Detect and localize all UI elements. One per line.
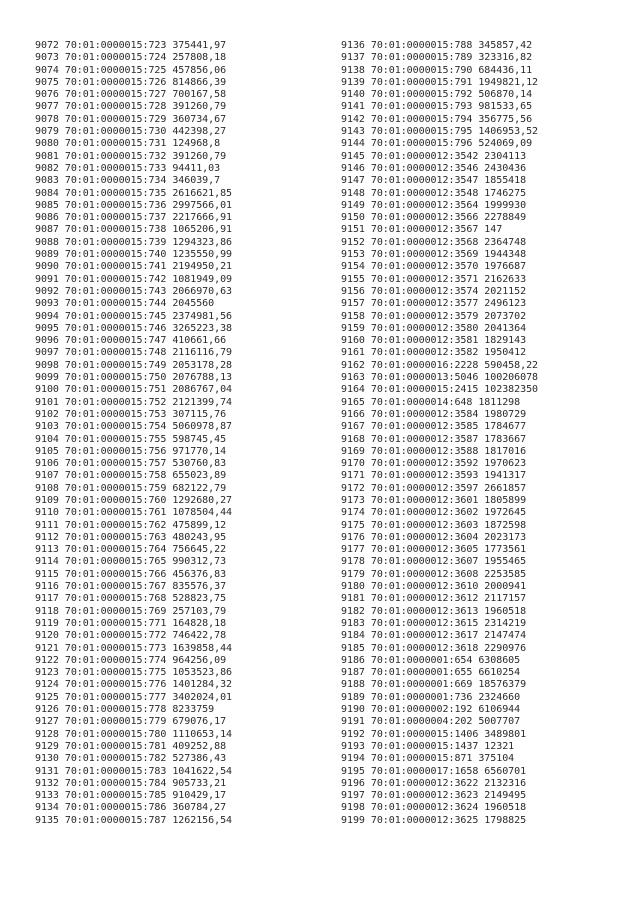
list-item: 9112 70:01:0000015:763 480243,95 xyxy=(35,531,227,543)
list-item: 9134 70:01:0000015:786 360784,27 xyxy=(35,802,227,814)
list-item: 9199 70:01:0000012:3625 1798825 xyxy=(341,814,527,826)
list-item: 9072 70:01:0000015:723 375441,97 xyxy=(35,40,227,51)
list-item: 9120 70:01:0000015:772 746422,78 xyxy=(35,630,227,642)
list-item: 9151 70:01:0000012:3567 147 xyxy=(341,224,503,236)
list-item: 9157 70:01:0000012:3577 2496123 xyxy=(341,298,527,310)
list-item: 9133 70:01:0000015:785 910429,17 xyxy=(35,790,227,802)
list-item: 9106 70:01:0000015:757 530760,83 xyxy=(35,458,227,470)
list-item: 9185 70:01:0000012:3618 2290976 xyxy=(341,642,527,654)
list-item: 9140 70:01:0000015:792 506870,14 xyxy=(341,89,533,101)
list-item: 9119 70:01:0000015:771 164828,18 xyxy=(35,617,227,629)
list-item: 9173 70:01:0000012:3601 1805899 xyxy=(341,494,527,506)
list-item: 9080 70:01:0000015:731 124968,8 xyxy=(35,138,221,150)
left-column xyxy=(35,40,232,827)
list-item: 9100 70:01:0000015:751 2086767,04 xyxy=(35,384,233,396)
list-item: 9171 70:01:0000012:3593 1941317 xyxy=(341,470,527,482)
list-item: 9129 70:01:0000015:781 409252,88 xyxy=(35,740,227,752)
list-item: 9103 70:01:0000015:754 5060978,87 xyxy=(35,421,233,433)
list-item: 9177 70:01:0000012:3605 1773561 xyxy=(341,544,527,556)
list-item: 9188 70:01:0000001:669 18576379 xyxy=(341,679,527,691)
list-item: 9156 70:01:0000012:3574 2021152 xyxy=(341,285,527,297)
list-item: 9102 70:01:0000015:753 307115,76 xyxy=(35,408,227,420)
list-item: 9135 70:01:0000015:787 1262156,54 xyxy=(35,814,233,826)
list-item: 9187 70:01:0000001:655 6610254 xyxy=(341,667,521,679)
list-item: 9096 70:01:0000015:747 410661,66 xyxy=(35,335,227,347)
list-item: 9088 70:01:0000015:739 1294323,86 xyxy=(35,236,233,248)
list-item: 9077 70:01:0000015:728 391260,79 xyxy=(35,101,227,113)
list-item: 9082 70:01:0000015:733 94411,03 xyxy=(35,162,221,174)
list-item: 9094 70:01:0000015:745 2374981,56 xyxy=(35,310,233,322)
list-item: 9083 70:01:0000015:734 346039,7 xyxy=(35,175,221,187)
list-item: 9109 70:01:0000015:760 1292680,27 xyxy=(35,494,233,506)
list-item: 9107 70:01:0000015:758 655023,89 xyxy=(35,470,227,482)
list-item: 9108 70:01:0000015:759 682122,79 xyxy=(35,482,227,494)
list-item: 9148 70:01:0000012:3548 1746275 xyxy=(341,187,527,199)
list-item: 9121 70:01:0000015:773 1639858,44 xyxy=(35,642,233,654)
list-item: 9104 70:01:0000015:755 598745,45 xyxy=(35,433,227,445)
list-item: 9116 70:01:0000015:767 835576,37 xyxy=(35,581,227,593)
list-item: 9097 70:01:0000015:748 2116116,79 xyxy=(35,347,233,359)
list-item: 9114 70:01:0000015:765 990312,73 xyxy=(35,556,227,568)
list-item: 9099 70:01:0000015:750 2076788,13 xyxy=(35,372,233,384)
list-item: 9186 70:01:0000001:654 6308605 xyxy=(341,654,521,666)
list-item: 9141 70:01:0000015:793 981533,65 xyxy=(341,101,533,113)
list-item: 9136 70:01:0000015:788 345857,42 xyxy=(341,40,533,51)
list-item: 9183 70:01:0000012:3615 2314219 xyxy=(341,617,527,629)
list-item: 9111 70:01:0000015:762 475899,12 xyxy=(35,519,227,531)
list-item: 9145 70:01:0000012:3542 2304113 xyxy=(341,150,527,162)
list-item: 9073 70:01:0000015:724 257808,18 xyxy=(35,52,227,64)
list-item: 9081 70:01:0000015:732 391260,79 xyxy=(35,150,227,162)
list-item: 9128 70:01:0000015:780 1110653,14 xyxy=(35,728,233,740)
list-item: 9147 70:01:0000012:3547 1855418 xyxy=(341,175,527,187)
list-item: 9098 70:01:0000015:749 2053178,28 xyxy=(35,359,233,371)
list-item: 9175 70:01:0000012:3603 1872598 xyxy=(341,519,527,531)
list-item: 9169 70:01:0000012:3588 1817016 xyxy=(341,445,527,457)
list-item: 9184 70:01:0000012:3617 2147474 xyxy=(341,630,527,642)
list-item: 9198 70:01:0000012:3624 1960518 xyxy=(341,802,527,814)
list-item: 9191 70:01:0000004:202 5007707 xyxy=(341,716,521,728)
list-item: 9123 70:01:0000015:775 1053523,86 xyxy=(35,667,233,679)
list-item: 9075 70:01:0000015:726 814866,39 xyxy=(35,76,227,88)
list-item: 9085 70:01:0000015:736 2997566,01 xyxy=(35,199,233,211)
list-item: 9125 70:01:0000015:777 3402024,01 xyxy=(35,691,233,703)
list-item: 9152 70:01:0000012:3568 2364748 xyxy=(341,236,527,248)
list-item: 9192 70:01:0000015:1406 3489801 xyxy=(341,728,527,740)
list-item: 9179 70:01:0000012:3608 2253585 xyxy=(341,568,527,580)
list-item: 9117 70:01:0000015:768 528823,75 xyxy=(35,593,227,605)
list-item: 9078 70:01:0000015:729 360734,67 xyxy=(35,113,227,125)
list-item: 9118 70:01:0000015:769 257103,79 xyxy=(35,605,227,617)
list-item: 9172 70:01:0000012:3597 2661857 xyxy=(341,482,527,494)
list-item: 9093 70:01:0000015:744 2045560 xyxy=(35,298,215,310)
list-item: 9161 70:01:0000012:3582 1950412 xyxy=(341,347,527,359)
list-item: 9142 70:01:0000015:794 356775,56 xyxy=(341,113,533,125)
list-item: 9178 70:01:0000012:3607 1955465 xyxy=(341,556,527,568)
list-item: 9167 70:01:0000012:3585 1784677 xyxy=(341,421,527,433)
list-item: 9095 70:01:0000015:746 3265223,38 xyxy=(35,322,233,334)
list-item: 9124 70:01:0000015:776 1401284,32 xyxy=(35,679,233,691)
list-item: 9090 70:01:0000015:741 2194950,21 xyxy=(35,261,233,273)
list-item: 9086 70:01:0000015:737 2217666,91 xyxy=(35,212,233,224)
list-item: 9076 70:01:0000015:727 700167,58 xyxy=(35,89,227,101)
list-item: 9137 70:01:0000015:789 323316,82 xyxy=(341,52,533,64)
list-item: 9193 70:01:0000015:1437 12321 xyxy=(341,740,515,752)
list-item: 9163 70:01:0000013:5046 100206078 xyxy=(341,372,539,384)
list-item: 9197 70:01:0000012:3623 2149495 xyxy=(341,790,527,802)
right-column xyxy=(341,40,538,827)
list-item: 9101 70:01:0000015:752 2121399,74 xyxy=(35,396,233,408)
list-item: 9139 70:01:0000015:791 1949821,12 xyxy=(341,76,539,88)
list-item: 9143 70:01:0000015:795 1406953,52 xyxy=(341,126,539,138)
list-item: 9155 70:01:0000012:3571 2162633 xyxy=(341,273,527,285)
list-item: 9105 70:01:0000015:756 971770,14 xyxy=(35,445,227,457)
list-item: 9091 70:01:0000015:742 1081949,09 xyxy=(35,273,233,285)
list-item: 9160 70:01:0000012:3581 1829143 xyxy=(341,335,527,347)
list-item: 9176 70:01:0000012:3604 2023173 xyxy=(341,531,527,543)
list-item: 9122 70:01:0000015:774 964256,09 xyxy=(35,654,227,666)
list-item: 9158 70:01:0000012:3579 2073702 xyxy=(341,310,527,322)
list-item: 9182 70:01:0000012:3613 1960518 xyxy=(341,605,527,617)
list-item: 9146 70:01:0000012:3546 2430436 xyxy=(341,162,527,174)
list-item: 9149 70:01:0000012:3564 1999930 xyxy=(341,199,527,211)
list-item: 9130 70:01:0000015:782 527386,43 xyxy=(35,753,227,765)
list-item: 9162 70:01:0000016:2228 590458,22 xyxy=(341,359,539,371)
list-item: 9194 70:01:0000015:871 375104 xyxy=(341,753,515,765)
list-item: 9181 70:01:0000012:3612 2117157 xyxy=(341,593,527,605)
list-item: 9084 70:01:0000015:735 2616621,85 xyxy=(35,187,233,199)
list-item: 9113 70:01:0000015:764 756645,22 xyxy=(35,544,227,556)
list-item: 9126 70:01:0000015:778 8233759 xyxy=(35,704,215,716)
list-item: 9138 70:01:0000015:790 684436,11 xyxy=(341,64,533,76)
list-item: 9174 70:01:0000012:3602 1972645 xyxy=(341,507,527,519)
list-item: 9166 70:01:0000012:3584 1980729 xyxy=(341,408,527,420)
list-item: 9144 70:01:0000015:796 524069,09 xyxy=(341,138,533,150)
list-item: 9150 70:01:0000012:3566 2278849 xyxy=(341,212,527,224)
list-item: 9164 70:01:0000015:2415 102382350 xyxy=(341,384,539,396)
list-item: 9154 70:01:0000012:3570 1976687 xyxy=(341,261,527,273)
list-item: 9079 70:01:0000015:730 442398,27 xyxy=(35,126,227,138)
list-item: 9195 70:01:0000017:1658 6560701 xyxy=(341,765,527,777)
list-item: 9189 70:01:0000001:736 2324660 xyxy=(341,691,521,703)
list-item: 9092 70:01:0000015:743 2066970,63 xyxy=(35,285,233,297)
list-item: 9115 70:01:0000015:766 456376,83 xyxy=(35,568,227,580)
list-item: 9132 70:01:0000015:784 905733,21 xyxy=(35,777,227,789)
list-item: 9131 70:01:0000015:783 1041622,54 xyxy=(35,765,233,777)
list-item: 9153 70:01:0000012:3569 1944348 xyxy=(341,249,527,261)
list-item: 9089 70:01:0000015:740 1235550,99 xyxy=(35,249,233,261)
list-item: 9159 70:01:0000012:3580 2041364 xyxy=(341,322,527,334)
list-item: 9196 70:01:0000012:3622 2132316 xyxy=(341,777,527,789)
list-item: 9170 70:01:0000012:3592 1970623 xyxy=(341,458,527,470)
list-item: 9127 70:01:0000015:779 679076,17 xyxy=(35,716,227,728)
list-item: 9110 70:01:0000015:761 1078504,44 xyxy=(35,507,233,519)
list-item: 9180 70:01:0000012:3610 2000941 xyxy=(341,581,527,593)
list-item: 9074 70:01:0000015:725 457856,06 xyxy=(35,64,227,76)
list-item: 9165 70:01:0000014:648 1811298 xyxy=(341,396,521,408)
list-item: 9190 70:01:0000002:192 6106944 xyxy=(341,704,521,716)
list-item: 9168 70:01:0000012:3587 1783667 xyxy=(341,433,527,445)
list-item: 9087 70:01:0000015:738 1065206,91 xyxy=(35,224,233,236)
